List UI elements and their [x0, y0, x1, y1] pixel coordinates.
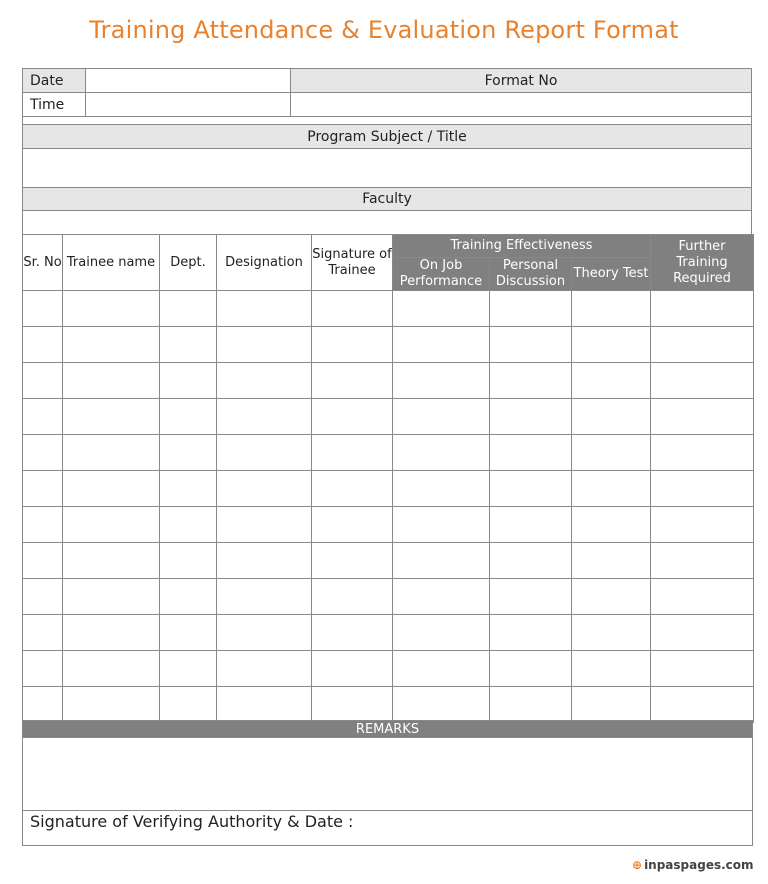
table-cell[interactable] — [651, 363, 754, 399]
table-cell[interactable] — [23, 435, 63, 471]
table-row — [23, 687, 754, 723]
program-subject-label: Program Subject / Title — [23, 125, 751, 148]
table-cell[interactable] — [393, 327, 490, 363]
table-cell[interactable] — [160, 651, 217, 687]
table-row — [23, 543, 754, 579]
table-cell[interactable] — [393, 507, 490, 543]
table-cell[interactable] — [23, 687, 63, 723]
table-cell[interactable] — [63, 471, 160, 507]
table-cell[interactable] — [651, 579, 754, 615]
table-cell[interactable] — [217, 543, 312, 579]
table-cell[interactable] — [160, 471, 217, 507]
faculty-label: Faculty — [23, 188, 751, 210]
table-cell[interactable] — [217, 471, 312, 507]
table-cell[interactable] — [572, 435, 651, 471]
date-field[interactable] — [86, 69, 291, 92]
table-row — [23, 435, 754, 471]
table-cell[interactable] — [572, 471, 651, 507]
table-cell[interactable] — [651, 291, 754, 327]
table-cell[interactable] — [393, 291, 490, 327]
table-cell[interactable] — [160, 687, 217, 723]
table-cell[interactable] — [312, 507, 393, 543]
time-label: Time — [23, 93, 86, 116]
format-no-field[interactable] — [291, 93, 751, 116]
table-cell[interactable] — [393, 471, 490, 507]
table-cell[interactable] — [312, 687, 393, 723]
table-cell[interactable] — [160, 615, 217, 651]
table-cell[interactable] — [572, 327, 651, 363]
table-cell[interactable] — [312, 291, 393, 327]
table-cell[interactable] — [23, 651, 63, 687]
header-block — [22, 68, 752, 234]
col-personal-discussion: Personal Discussion — [490, 258, 572, 291]
table-cell[interactable] — [651, 543, 754, 579]
table-cell[interactable] — [63, 651, 160, 687]
table-cell[interactable] — [63, 615, 160, 651]
table-cell[interactable] — [490, 687, 572, 723]
table-cell[interactable] — [393, 435, 490, 471]
table-cell[interactable] — [490, 399, 572, 435]
table-cell[interactable] — [23, 543, 63, 579]
table-cell[interactable] — [490, 579, 572, 615]
table-cell[interactable] — [217, 507, 312, 543]
table-cell[interactable] — [393, 363, 490, 399]
table-cell[interactable] — [217, 363, 312, 399]
table-cell[interactable] — [572, 507, 651, 543]
table-cell[interactable] — [160, 507, 217, 543]
group-training-effectiveness: Training Effectiveness — [393, 235, 651, 258]
table-cell[interactable] — [393, 543, 490, 579]
table-cell[interactable] — [312, 615, 393, 651]
table-cell[interactable] — [217, 399, 312, 435]
table-cell[interactable] — [312, 579, 393, 615]
table-cell[interactable] — [572, 543, 651, 579]
table-cell[interactable] — [651, 435, 754, 471]
table-row — [23, 651, 754, 687]
table-cell[interactable] — [651, 507, 754, 543]
table-cell[interactable] — [217, 687, 312, 723]
table-cell[interactable] — [572, 615, 651, 651]
table-cell[interactable] — [217, 579, 312, 615]
table-cell[interactable] — [23, 399, 63, 435]
table-cell[interactable] — [63, 291, 160, 327]
col-trainee-name: Trainee name — [63, 235, 160, 291]
col-designation: Designation — [217, 235, 312, 291]
table-cell[interactable] — [63, 399, 160, 435]
table-cell[interactable] — [217, 291, 312, 327]
signature-verifying-authority[interactable]: Signature of Verifying Authority & Date : — [22, 810, 753, 846]
table-cell[interactable] — [217, 651, 312, 687]
table-cell[interactable] — [490, 507, 572, 543]
table-row — [23, 327, 754, 363]
table-cell[interactable] — [160, 291, 217, 327]
table-cell[interactable] — [490, 651, 572, 687]
table-cell[interactable] — [160, 363, 217, 399]
table-row — [23, 579, 754, 615]
col-dept: Dept. — [160, 235, 217, 291]
table-cell[interactable] — [490, 363, 572, 399]
table-cell[interactable] — [23, 363, 63, 399]
logo-mark-icon: ⊕ — [632, 858, 643, 872]
col-further-training: Further Training Required — [651, 235, 754, 291]
table-row — [23, 363, 754, 399]
spacer — [23, 117, 751, 124]
table-cell[interactable] — [572, 363, 651, 399]
table-body — [23, 291, 754, 723]
table-cell[interactable] — [572, 651, 651, 687]
table-cell[interactable] — [23, 291, 63, 327]
table-cell[interactable] — [312, 399, 393, 435]
col-sr-no: Sr. No — [23, 235, 63, 291]
table-cell[interactable] — [63, 507, 160, 543]
table-cell[interactable] — [217, 615, 312, 651]
remarks-label: REMARKS — [22, 720, 753, 738]
table-cell[interactable] — [23, 615, 63, 651]
table-cell[interactable] — [312, 651, 393, 687]
table-cell[interactable] — [572, 579, 651, 615]
table-row — [23, 471, 754, 507]
table-cell[interactable] — [651, 471, 754, 507]
page-title: Training Attendance & Evaluation Report Format — [89, 16, 679, 44]
table-cell[interactable] — [312, 435, 393, 471]
remarks-field[interactable] — [22, 738, 753, 810]
col-on-job-performance: On Job Performance — [393, 258, 490, 291]
table-cell[interactable] — [312, 543, 393, 579]
table-cell[interactable] — [160, 543, 217, 579]
table-cell[interactable] — [572, 687, 651, 723]
table-cell[interactable] — [393, 579, 490, 615]
table-cell[interactable] — [490, 291, 572, 327]
date-label: Date — [23, 69, 86, 92]
table-cell[interactable] — [160, 327, 217, 363]
table-cell[interactable] — [63, 543, 160, 579]
table-cell[interactable] — [393, 615, 490, 651]
table-cell[interactable] — [160, 435, 217, 471]
table-cell[interactable] — [651, 327, 754, 363]
site-logo — [632, 858, 754, 872]
table-cell[interactable] — [490, 543, 572, 579]
time-field[interactable] — [86, 93, 291, 116]
table-row — [23, 291, 754, 327]
table-cell[interactable] — [312, 363, 393, 399]
table-cell[interactable] — [23, 507, 63, 543]
table-cell[interactable] — [312, 327, 393, 363]
table-cell[interactable] — [23, 327, 63, 363]
table-cell[interactable] — [490, 471, 572, 507]
faculty-field[interactable] — [23, 211, 751, 234]
program-subject-field[interactable] — [23, 149, 751, 187]
table-cell[interactable] — [490, 615, 572, 651]
table-cell[interactable] — [63, 363, 160, 399]
table-cell[interactable] — [23, 471, 63, 507]
table-cell[interactable] — [393, 687, 490, 723]
table-cell[interactable] — [490, 435, 572, 471]
table-cell[interactable] — [651, 399, 754, 435]
table-cell[interactable] — [63, 327, 160, 363]
table-cell[interactable] — [393, 651, 490, 687]
table-cell[interactable] — [651, 615, 754, 651]
table-cell[interactable] — [572, 399, 651, 435]
table-cell[interactable] — [572, 291, 651, 327]
table-row — [23, 399, 754, 435]
table-cell[interactable] — [160, 399, 217, 435]
table-cell[interactable] — [23, 579, 63, 615]
table-cell[interactable] — [312, 471, 393, 507]
table-cell[interactable] — [63, 435, 160, 471]
format-no-label: Format No — [291, 69, 751, 92]
table-cell[interactable] — [217, 435, 312, 471]
table-row — [23, 507, 754, 543]
remarks-section — [22, 720, 753, 846]
table-cell[interactable] — [651, 687, 754, 723]
table-cell[interactable] — [393, 399, 490, 435]
table-cell[interactable] — [217, 327, 312, 363]
col-theory-test: Theory Test — [572, 258, 651, 291]
table-cell[interactable] — [63, 687, 160, 723]
attendance-table — [22, 234, 754, 723]
table-cell[interactable] — [63, 579, 160, 615]
table-cell[interactable] — [490, 327, 572, 363]
logo-text: inpaspages.com — [644, 858, 754, 872]
table-row — [23, 615, 754, 651]
table-cell[interactable] — [160, 579, 217, 615]
table-cell[interactable] — [651, 651, 754, 687]
col-signature: Signature of Trainee — [312, 235, 393, 291]
